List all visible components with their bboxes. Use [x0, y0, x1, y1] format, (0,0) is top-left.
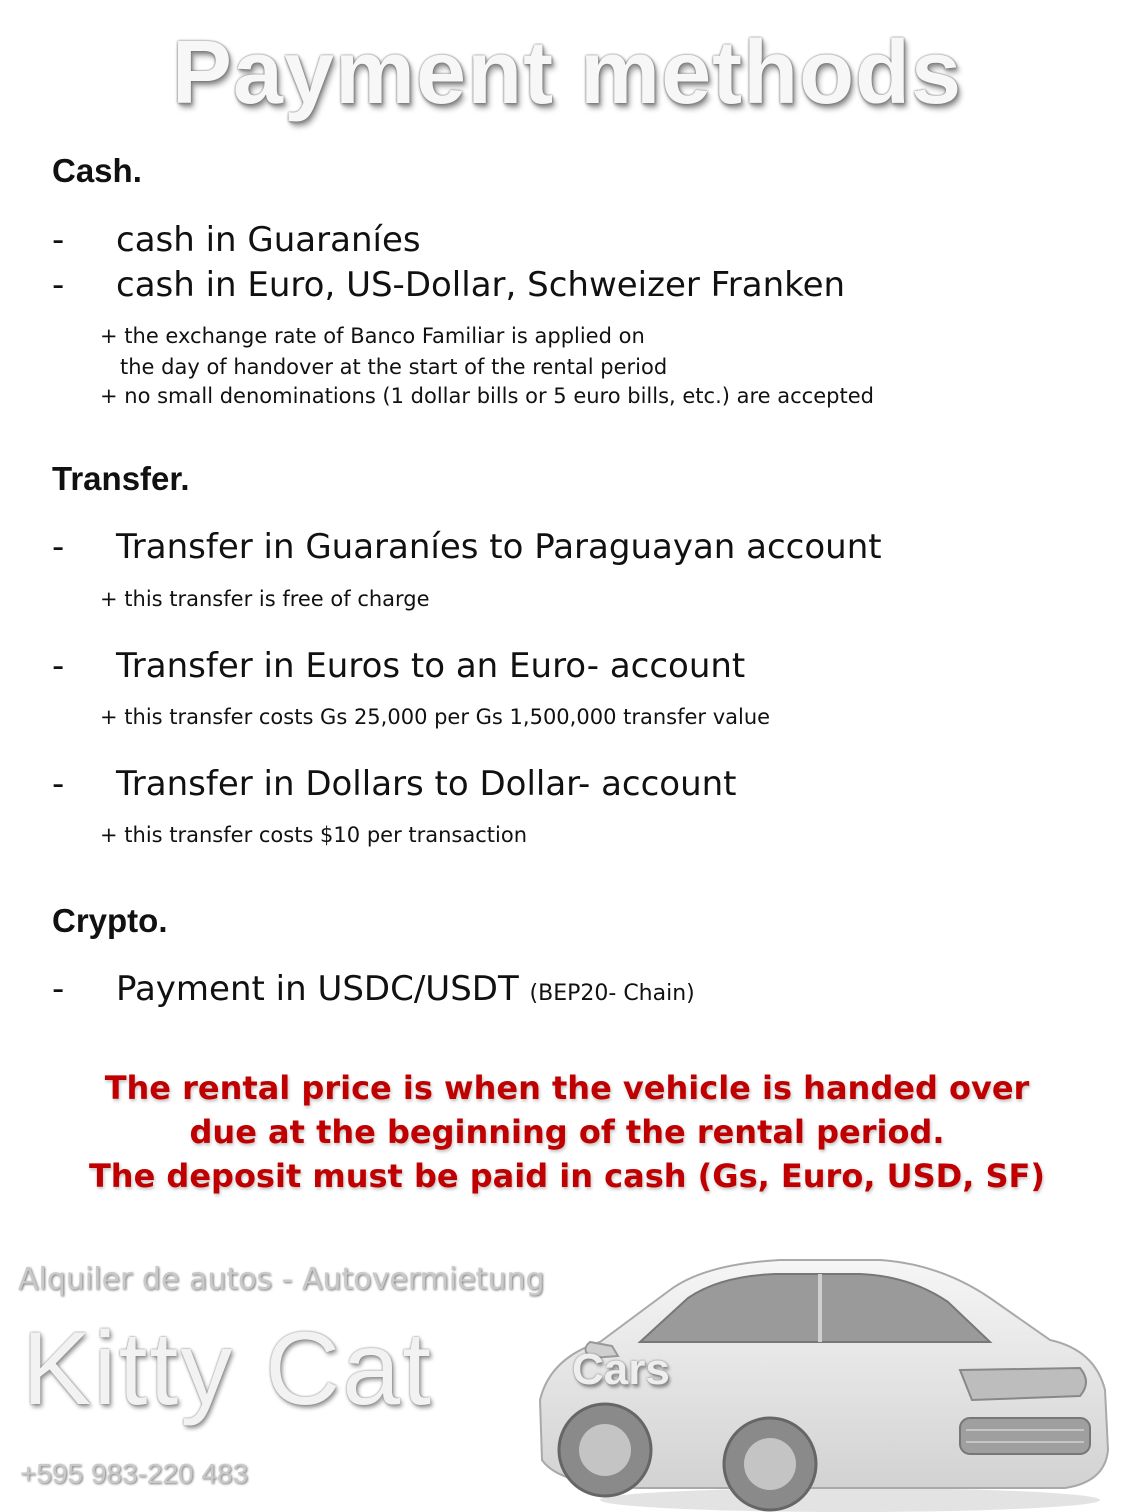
bullet-dash: - [52, 220, 65, 260]
note: + no small denominations (1 dollar bills or 5 euro bills, etc.) are accepted [100, 384, 874, 408]
note: + this transfer is free of charge [100, 587, 430, 611]
section-heading-cash: Cash. [52, 152, 142, 189]
item-text: cash in Guaraníes [116, 220, 421, 260]
brand-name: Kitty Cat [22, 1311, 433, 1427]
phone-number: +595 983-220 483 [20, 1458, 249, 1489]
note: + the exchange rate of Banco Familiar is applied on [100, 324, 645, 348]
bullet-dash: - [52, 646, 65, 686]
bullet-dash: - [52, 764, 65, 804]
note: + this transfer costs Gs 25,000 per Gs 1,500,000 transfer value [100, 705, 771, 729]
item-subtext: (BEP20- Chain) [529, 981, 695, 1006]
list-item [52, 646, 745, 686]
bullet-dash: - [52, 969, 65, 1009]
page-title: Payment methods [171, 23, 963, 123]
item-text: Transfer in Guaraníes to Paraguayan account [116, 527, 882, 567]
note: + this transfer costs $10 per transaction [100, 823, 528, 847]
bullet-dash: - [52, 527, 65, 567]
list-item [52, 969, 695, 1009]
tagline: Alquiler de autos - Autovermietung [18, 1262, 545, 1297]
notice-line: The deposit must be paid in cash (Gs, Euro, USD, SF) [88, 1157, 1046, 1195]
section-heading-crypto: Crypto. [52, 902, 168, 939]
list-item [52, 220, 421, 260]
brand-suffix: Cars [572, 1345, 670, 1394]
bullet-dash: - [52, 265, 65, 305]
notice-line: due at the beginning of the rental period. [189, 1113, 945, 1151]
item-text: Payment in USDC/USDT [116, 969, 519, 1009]
item-text: cash in Euro, US-Dollar, Schweizer Franken [116, 265, 846, 305]
section-heading-transfer: Transfer. [52, 460, 190, 497]
item-text: Transfer in Dollars to Dollar- account [116, 764, 737, 804]
list-item [52, 764, 737, 804]
list-item [52, 265, 845, 305]
list-item [52, 527, 882, 567]
item-text: Transfer in Euros to an Euro- account [116, 646, 746, 686]
payment-notice [0, 1066, 1134, 1198]
notice-line: The rental price is when the vehicle is handed over [104, 1069, 1030, 1107]
note: the day of handover at the start of the rental period [120, 355, 668, 379]
